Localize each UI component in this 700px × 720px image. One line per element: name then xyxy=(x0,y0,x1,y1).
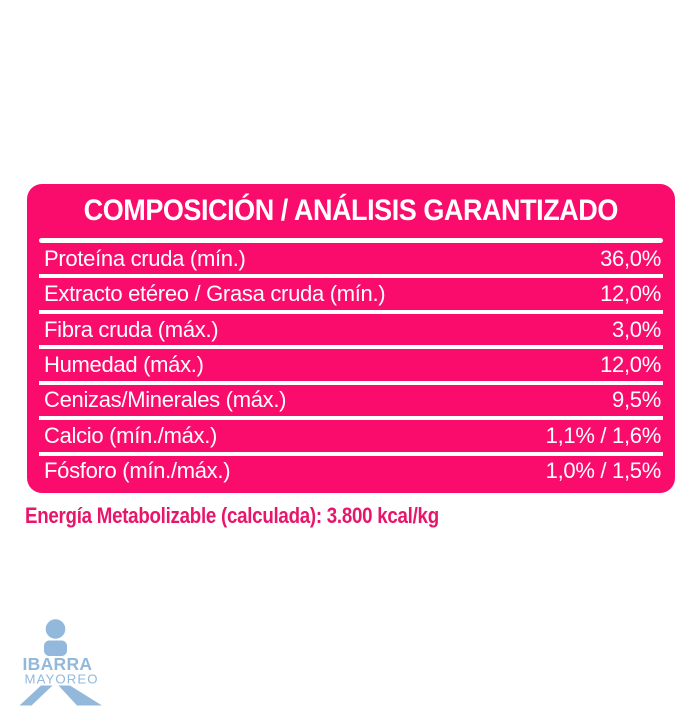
table-row xyxy=(39,456,663,487)
logo-head-icon xyxy=(46,619,66,639)
table-row xyxy=(39,385,663,420)
panel-title-text: COMPOSICIÓN / ANÁLISIS GARANTIZADO xyxy=(83,194,619,227)
logo-brand-text: IBARRA xyxy=(22,654,93,674)
nutrient-value: 12,0% xyxy=(600,281,661,307)
panel-title xyxy=(27,184,675,238)
nutrient-label: Fibra cruda (máx.) xyxy=(44,316,219,342)
nutrient-label: Cenizas/Minerales (máx.) xyxy=(44,387,287,413)
nutrient-value: 3,0% xyxy=(612,316,661,342)
table-row xyxy=(39,314,663,349)
logo-right-leg-icon xyxy=(59,686,103,706)
ibarra-mayoreo-logo-icon xyxy=(16,606,116,710)
table-row xyxy=(39,420,663,455)
table-row xyxy=(39,278,663,313)
nutrient-value: 1,1% / 1,6% xyxy=(545,422,661,448)
table-row xyxy=(39,349,663,384)
nutrient-label: Fósforo (mín./máx.) xyxy=(44,458,231,484)
nutrient-label: Humedad (máx.) xyxy=(44,351,204,377)
nutrient-value: 36,0% xyxy=(600,245,661,271)
nutrient-label: Calcio (mín./máx.) xyxy=(44,422,218,448)
nutrient-value: 12,0% xyxy=(600,351,661,377)
nutrient-label: Extracto etéreo / Grasa cruda (mín.) xyxy=(44,281,386,307)
table-row xyxy=(39,243,663,278)
nutrient-label: Proteína cruda (mín.) xyxy=(44,245,246,271)
logo-left-leg-icon xyxy=(20,686,53,706)
watermark-logo xyxy=(16,606,116,710)
metabolizable-energy-note: Energía Metabolizable (calculada): 3.800 kcal/kg xyxy=(25,503,439,528)
logo-sub-text: MAYOREO xyxy=(24,671,99,687)
nutrient-value: 9,5% xyxy=(612,387,661,413)
analysis-table xyxy=(39,243,663,487)
guaranteed-analysis-panel xyxy=(27,184,675,493)
nutrient-value: 1,0% / 1,5% xyxy=(545,458,661,484)
